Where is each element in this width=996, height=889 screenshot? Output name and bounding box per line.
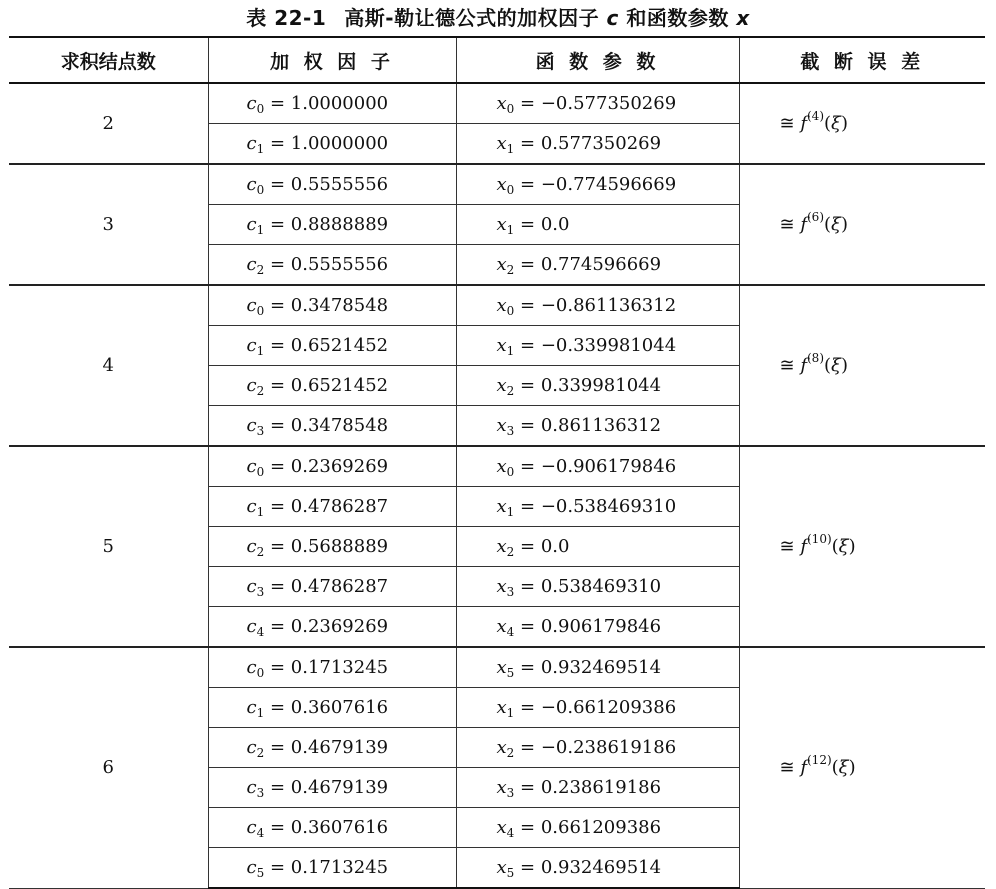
arg-symbol: x (496, 375, 507, 396)
weight-cell: $c_0 = 0.2369269$ (208, 446, 456, 487)
arg-value: −0.861136312 (540, 295, 677, 316)
arg-value: 0.238619186 (540, 777, 662, 798)
argument-cell: $x_4 = 0.906179846$ (456, 607, 739, 648)
weight-symbol: c (246, 496, 257, 517)
weight-symbol: c (246, 576, 257, 597)
weight-symbol: c (246, 375, 257, 396)
arg-symbol: x (496, 214, 507, 235)
header-nodes: 求积结点数 (9, 37, 208, 83)
truncation-error-cell: ≅ $f^{(10)}(\xi)$ (739, 446, 985, 647)
argument-cell: $x_1 = -0.339981044$ (456, 326, 739, 366)
arg-symbol: x (496, 737, 507, 758)
arg-symbol: x (496, 496, 507, 517)
arg-index: 0 (506, 304, 515, 318)
weight-symbol: c (246, 174, 257, 195)
weight-symbol: c (246, 857, 257, 878)
table-caption (0, 2, 996, 31)
arg-index: 5 (506, 866, 515, 880)
weight-value: 0.1713245 (290, 657, 389, 678)
derivative-order: (10) (807, 532, 832, 546)
arg-symbol: x (496, 335, 507, 356)
xi-symbol: ξ (831, 113, 841, 134)
arg-value: 0.0 (540, 536, 570, 557)
weight-value: 0.3478548 (290, 295, 389, 316)
weight-symbol: c (246, 777, 257, 798)
weight-symbol: c (246, 335, 257, 356)
caption-text-1: 高斯-勒让德公式的加权因子 (344, 6, 600, 30)
header-args: 函 数 参 数 (456, 37, 739, 83)
weight-cell: $c_2 = 0.5688889$ (208, 527, 456, 567)
derivative-order: (8) (807, 351, 824, 365)
weight-index: 1 (256, 223, 265, 237)
weight-symbol: c (246, 817, 257, 838)
weight-index: 4 (256, 625, 265, 639)
arg-symbol: x (496, 93, 507, 114)
weight-symbol: c (246, 456, 257, 477)
node-count-cell: 5 (9, 446, 208, 647)
arg-value: 0.861136312 (540, 415, 662, 436)
weight-cell: $c_1 = 0.3607616$ (208, 688, 456, 728)
argument-cell: $x_3 = 0.861136312$ (456, 406, 739, 447)
node-count-cell: 6 (9, 647, 208, 888)
node-count-cell: 3 (9, 164, 208, 285)
arg-symbol: x (496, 415, 507, 436)
arg-symbol: x (496, 133, 507, 154)
argument-cell: $x_1 = -0.538469310$ (456, 487, 739, 527)
arg-index: 2 (506, 384, 515, 398)
weight-cell: $c_2 = 0.4679139$ (208, 728, 456, 768)
weight-cell: $c_1 = 0.8888889$ (208, 205, 456, 245)
argument-cell: $x_1 = -0.661209386$ (456, 688, 739, 728)
xi-symbol: ξ (831, 355, 841, 376)
arg-symbol: x (496, 697, 507, 718)
approx-symbol: ≅ (779, 536, 795, 557)
approx-symbol: ≅ (779, 113, 795, 134)
weight-symbol: c (246, 254, 257, 275)
arg-index: 1 (506, 344, 515, 358)
argument-cell: $x_0 = -0.774596669$ (456, 164, 739, 205)
table-row (9, 647, 985, 688)
weight-value: 0.4679139 (290, 777, 389, 798)
weight-cell: $c_2 = 0.6521452$ (208, 366, 456, 406)
weight-value: 0.6521452 (290, 375, 389, 396)
weight-index: 1 (256, 142, 265, 156)
weight-cell: $c_3 = 0.4679139$ (208, 768, 456, 808)
weight-cell: $c_1 = 0.6521452$ (208, 326, 456, 366)
weight-index: 0 (256, 102, 265, 116)
table-body (9, 83, 985, 888)
arg-index: 4 (506, 826, 515, 840)
arg-value: −0.339981044 (540, 335, 677, 356)
arg-value: 0.906179846 (540, 616, 662, 637)
weight-symbol: c (246, 657, 257, 678)
weight-symbol: c (246, 133, 257, 154)
argument-cell: $x_3 = 0.538469310$ (456, 567, 739, 607)
table-row (9, 446, 985, 487)
argument-cell: $x_1 = 0.577350269$ (456, 124, 739, 165)
arg-index: 0 (506, 102, 515, 116)
weight-symbol: c (246, 93, 257, 114)
weight-index: 3 (256, 786, 265, 800)
f-symbol: f (800, 757, 807, 779)
f-symbol: f (800, 113, 807, 134)
weight-cell: $c_2 = 0.5555556$ (208, 245, 456, 286)
argument-cell: $x_5 = 0.932469514$ (456, 848, 739, 889)
arg-value: 0.339981044 (540, 375, 662, 396)
weight-index: 2 (256, 545, 265, 559)
weight-cell: $c_0 = 1.0000000$ (208, 83, 456, 124)
argument-cell: $x_2 = -0.238619186$ (456, 728, 739, 768)
weight-value: 0.5555556 (290, 254, 389, 275)
weight-value: 0.6521452 (290, 335, 389, 356)
weight-index: 0 (256, 666, 265, 680)
argument-cell: $x_2 = 0.339981044$ (456, 366, 739, 406)
arg-symbol: x (496, 616, 507, 637)
weight-index: 0 (256, 304, 265, 318)
weight-value: 0.3607616 (290, 817, 389, 838)
weight-index: 1 (256, 344, 265, 358)
arg-index: 3 (506, 585, 515, 599)
arg-value: −0.661209386 (540, 697, 677, 718)
arg-value: −0.774596669 (540, 174, 677, 195)
xi-symbol: ξ (838, 757, 849, 779)
argument-cell: $x_0 = -0.577350269$ (456, 83, 739, 124)
weight-index: 2 (256, 263, 265, 277)
weight-cell: $c_4 = 0.3607616$ (208, 808, 456, 848)
weight-symbol: c (246, 616, 257, 637)
weight-cell: $c_3 = 0.3478548$ (208, 406, 456, 447)
weight-index: 2 (256, 746, 265, 760)
arg-value: 0.932469514 (540, 657, 662, 678)
caption-var-c: c (606, 6, 619, 30)
xi-symbol: ξ (838, 536, 849, 557)
weight-value: 0.1713245 (290, 857, 389, 878)
arg-index: 2 (506, 746, 515, 760)
truncation-error-cell: ≅ $f^{(4)}(\xi)$ (739, 83, 985, 164)
weight-value: 0.2369269 (290, 616, 389, 637)
weight-index: 2 (256, 384, 265, 398)
arg-symbol: x (496, 174, 507, 195)
weight-symbol: c (246, 697, 257, 718)
weight-symbol: c (246, 295, 257, 316)
arg-value: 0.0 (540, 214, 570, 235)
node-count-cell: 2 (9, 83, 208, 164)
truncation-error-cell: ≅ $f^{(12)}(\xi)$ (739, 647, 985, 888)
arg-index: 3 (506, 424, 515, 438)
arg-value: 0.577350269 (540, 133, 662, 154)
node-count-cell: 4 (9, 285, 208, 446)
arg-symbol: x (496, 777, 507, 798)
caption-var-x: x (736, 6, 750, 30)
arg-value: 0.661209386 (540, 817, 662, 838)
arg-index: 1 (506, 223, 515, 237)
weight-value: 0.5688889 (290, 536, 389, 557)
derivative-order: (6) (807, 210, 824, 224)
weight-value: 0.4786287 (290, 576, 389, 597)
approx-symbol: ≅ (779, 214, 795, 235)
argument-cell: $x_1 = 0.0$ (456, 205, 739, 245)
weight-index: 0 (256, 183, 265, 197)
weight-value: 1.0000000 (290, 93, 389, 114)
approx-symbol: ≅ (779, 757, 795, 779)
argument-cell: $x_2 = 0.0$ (456, 527, 739, 567)
header-weights: 加 权 因 子 (208, 37, 456, 83)
caption-text-2: 和函数参数 (626, 6, 729, 30)
weight-symbol: c (246, 737, 257, 758)
weight-value: 1.0000000 (290, 133, 389, 154)
arg-index: 1 (506, 142, 515, 156)
f-symbol: f (800, 536, 807, 557)
xi-symbol: ξ (831, 214, 841, 235)
arg-symbol: x (496, 254, 507, 275)
arg-index: 2 (506, 263, 515, 277)
truncation-error-cell: ≅ $f^{(8)}(\xi)$ (739, 285, 985, 446)
weight-symbol: c (246, 415, 257, 436)
argument-cell: $x_4 = 0.661209386$ (456, 808, 739, 848)
weight-value: 0.5555556 (290, 174, 389, 195)
arg-value: −0.238619186 (540, 737, 677, 758)
table-row (9, 285, 985, 326)
weight-cell: $c_0 = 0.3478548$ (208, 285, 456, 326)
arg-value: −0.577350269 (540, 93, 677, 114)
arg-value: −0.538469310 (540, 496, 677, 517)
weight-index: 3 (256, 424, 265, 438)
weight-index: 0 (256, 465, 265, 479)
header-row (9, 37, 985, 83)
gauss-legendre-table (9, 36, 985, 889)
table-number: 表 22-1 (246, 6, 327, 30)
header-error: 截 断 误 差 (739, 37, 985, 83)
derivative-order: (12) (807, 753, 832, 768)
arg-symbol: x (496, 576, 507, 597)
arg-value: 0.538469310 (540, 576, 662, 597)
weight-value: 0.2369269 (290, 456, 389, 477)
weight-cell: $c_0 = 0.1713245$ (208, 647, 456, 688)
weight-index: 4 (256, 826, 265, 840)
weight-cell: $c_1 = 0.4786287$ (208, 487, 456, 527)
arg-index: 4 (506, 625, 515, 639)
arg-index: 5 (506, 666, 515, 680)
arg-symbol: x (496, 657, 507, 678)
approx-symbol: ≅ (779, 355, 795, 376)
weight-cell: $c_3 = 0.4786287$ (208, 567, 456, 607)
arg-index: 1 (506, 706, 515, 720)
weight-symbol: c (246, 536, 257, 557)
f-symbol: f (800, 214, 807, 235)
weight-value: 0.4786287 (290, 496, 389, 517)
derivative-order: (4) (807, 109, 824, 123)
table-row (9, 164, 985, 205)
weight-value: 0.4679139 (290, 737, 389, 758)
arg-index: 0 (506, 183, 515, 197)
argument-cell: $x_5 = 0.932469514$ (456, 647, 739, 688)
arg-index: 3 (506, 786, 515, 800)
weight-symbol: c (246, 214, 257, 235)
argument-cell: $x_0 = -0.906179846$ (456, 446, 739, 487)
truncation-error-cell: ≅ $f^{(6)}(\xi)$ (739, 164, 985, 285)
arg-index: 1 (506, 505, 515, 519)
weight-index: 1 (256, 505, 265, 519)
arg-index: 0 (506, 465, 515, 479)
weight-cell: $c_0 = 0.5555556$ (208, 164, 456, 205)
weight-cell: $c_1 = 1.0000000$ (208, 124, 456, 165)
weight-index: 1 (256, 706, 265, 720)
arg-symbol: x (496, 857, 507, 878)
weight-value: 0.3478548 (290, 415, 389, 436)
argument-cell: $x_2 = 0.774596669$ (456, 245, 739, 286)
weight-value: 0.3607616 (290, 697, 389, 718)
arg-symbol: x (496, 456, 507, 477)
weight-value: 0.8888889 (290, 214, 389, 235)
argument-cell: $x_3 = 0.238619186$ (456, 768, 739, 808)
weight-index: 5 (256, 866, 265, 880)
weight-cell: $c_5 = 0.1713245$ (208, 848, 456, 889)
arg-symbol: x (496, 817, 507, 838)
arg-value: 0.932469514 (540, 857, 662, 878)
argument-cell: $x_0 = -0.861136312$ (456, 285, 739, 326)
arg-value: −0.906179846 (540, 456, 677, 477)
arg-value: 0.774596669 (540, 254, 662, 275)
arg-index: 2 (506, 545, 515, 559)
f-symbol: f (800, 355, 807, 376)
weight-cell: $c_4 = 0.2369269$ (208, 607, 456, 648)
arg-symbol: x (496, 536, 507, 557)
table-row (9, 83, 985, 124)
weight-index: 3 (256, 585, 265, 599)
arg-symbol: x (496, 295, 507, 316)
